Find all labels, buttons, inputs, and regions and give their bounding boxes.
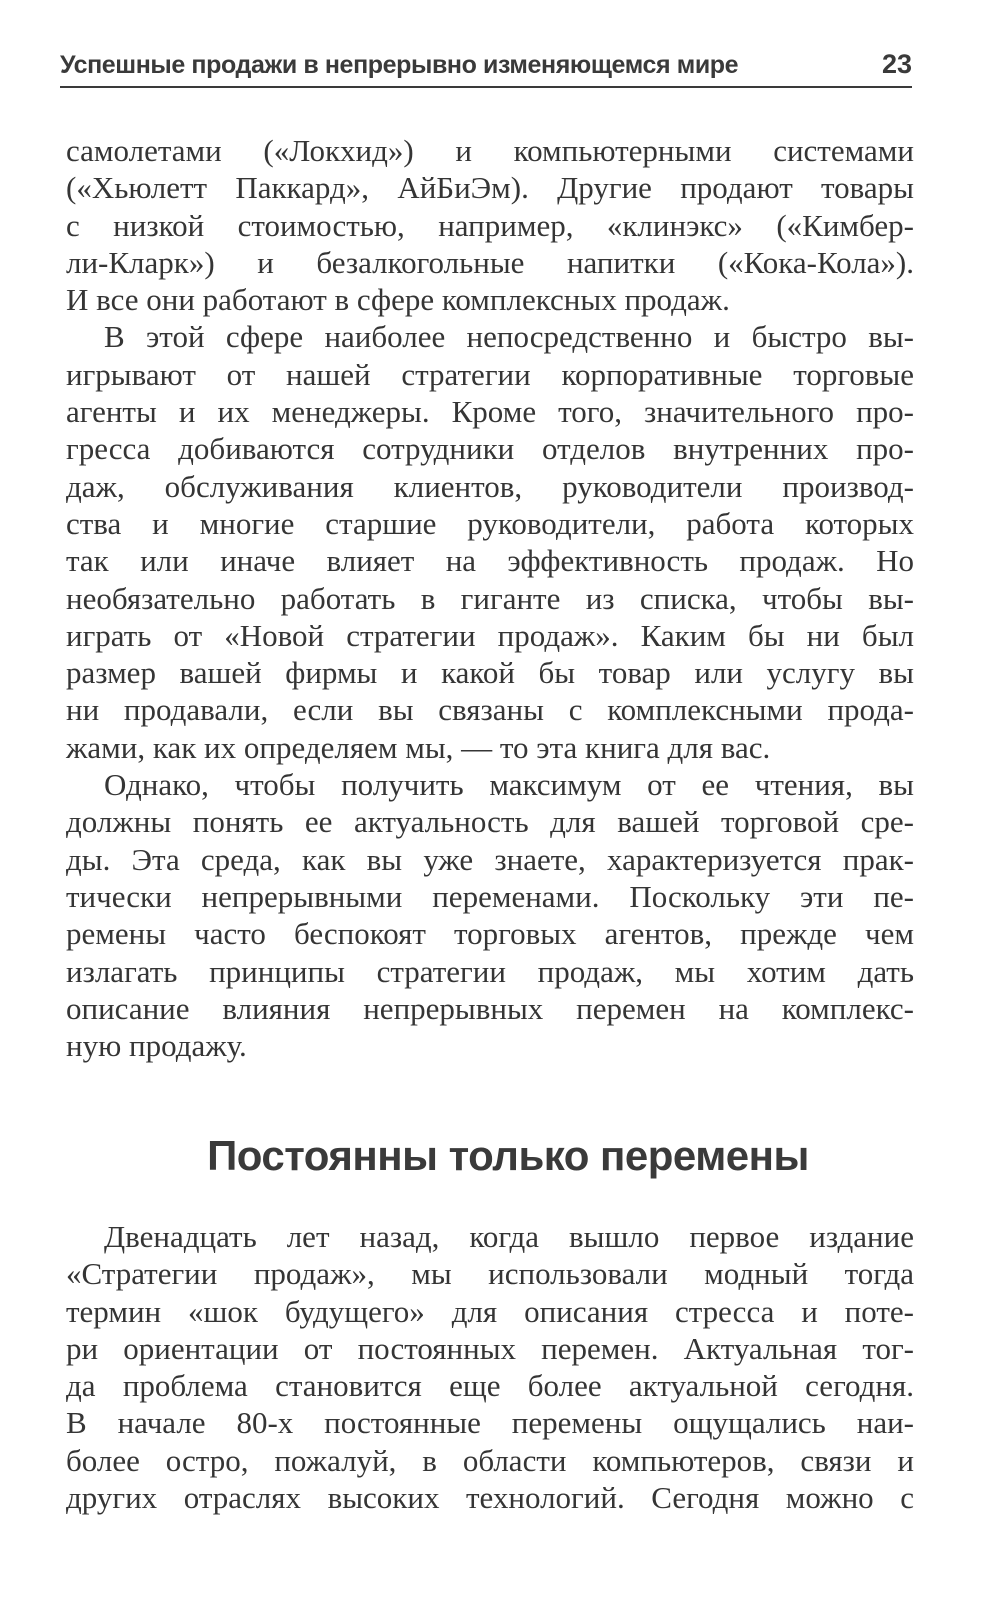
text-line: ри ориентации от постоянных перемен. Актуальная тог- [66, 1330, 914, 1366]
text-line: И все они работают в сфере комплексных продаж. [66, 282, 730, 318]
text-line: Однако, чтобы получить максимум от ее чтения, вы [104, 767, 914, 803]
text-line: В начале 80-х постоянные перемены ощущались наи- [66, 1405, 914, 1441]
text-line: термин «шок будущего» для описания стресса и поте- [66, 1293, 914, 1329]
text-line: да проблема становится еще более актуальной сегодня. [66, 1368, 914, 1404]
text-line: Двенадцать лет назад, когда вышло первое издание [104, 1219, 914, 1254]
text-line: так или иначе влияет на эффективность продаж. Но [66, 543, 914, 579]
text-line: ни продавали, если вы связаны с комплексными прода- [66, 692, 914, 728]
text-line: жами, как их определяем мы, — то эта книга для вас. [66, 729, 771, 765]
text-line: самолетами («Локхид») и компьютерными системами [66, 133, 914, 168]
text-line: излагать принципы стратегии продаж, мы хотим дать [66, 953, 914, 989]
text-line: ды. Эта среда, как вы уже знаете, характеризуется прак- [66, 841, 914, 877]
text-line: с низкой стоимостью, например, «клинэкс» («Кимбер- [66, 207, 914, 243]
text-line: гресса добиваются сотрудники отделов внутренних про- [66, 431, 914, 467]
text-line: других отраслях высоких технологий. Сегодня можно с [66, 1480, 914, 1516]
body-text-block-2 [66, 1218, 914, 1516]
text-line: В этой сфере наиболее непосредственно и быстро вы- [104, 319, 914, 355]
text-line: «Стратегии продаж», мы использовали модный тогда [66, 1256, 914, 1292]
text-line: ли-Кларк») и безалкогольные напитки («Кока-Кола»). [66, 244, 914, 280]
section-heading: Постоянны только перемены [207, 1132, 809, 1179]
text-line: ства и многие старшие руководители, работа которых [66, 505, 914, 541]
text-line: ную продажу. [66, 1028, 247, 1064]
text-line: необязательно работать в гиганте из списка, чтобы вы- [66, 580, 914, 616]
text-line: более остро, пожалуй, в области компьютеров, связи и [66, 1442, 914, 1478]
text-line: должны понять ее актуальность для вашей торговой сре- [66, 804, 914, 840]
page-number: 23 [881, 49, 912, 79]
running-header [60, 44, 912, 88]
text-line: («Хьюлетт Паккард», АйБиЭм). Другие продают товары [66, 170, 914, 206]
text-line: размер вашей фирмы и какой бы товар или услугу вы [66, 655, 914, 691]
body-text-block-1 [66, 132, 914, 1064]
text-line: ремены часто беспокоят торговых агентов, прежде чем [66, 916, 914, 952]
text-line: даж, обслуживания клиентов, руководители производ- [66, 468, 914, 504]
text-line: игрывают от нашей стратегии корпоративные торговые [66, 356, 914, 392]
text-line: агенты и их менеджеры. Кроме того, значительного про- [66, 394, 914, 430]
text-line: описание влияния непрерывных перемен на комплекс- [66, 990, 914, 1026]
text-line: играть от «Новой стратегии продаж». Каким бы ни был [66, 617, 914, 653]
text-line: тически непрерывными переменами. Поскольку эти пе- [66, 878, 914, 914]
running-header-title: Успешные продажи в непрерывно изменяющемся мире [60, 51, 739, 79]
